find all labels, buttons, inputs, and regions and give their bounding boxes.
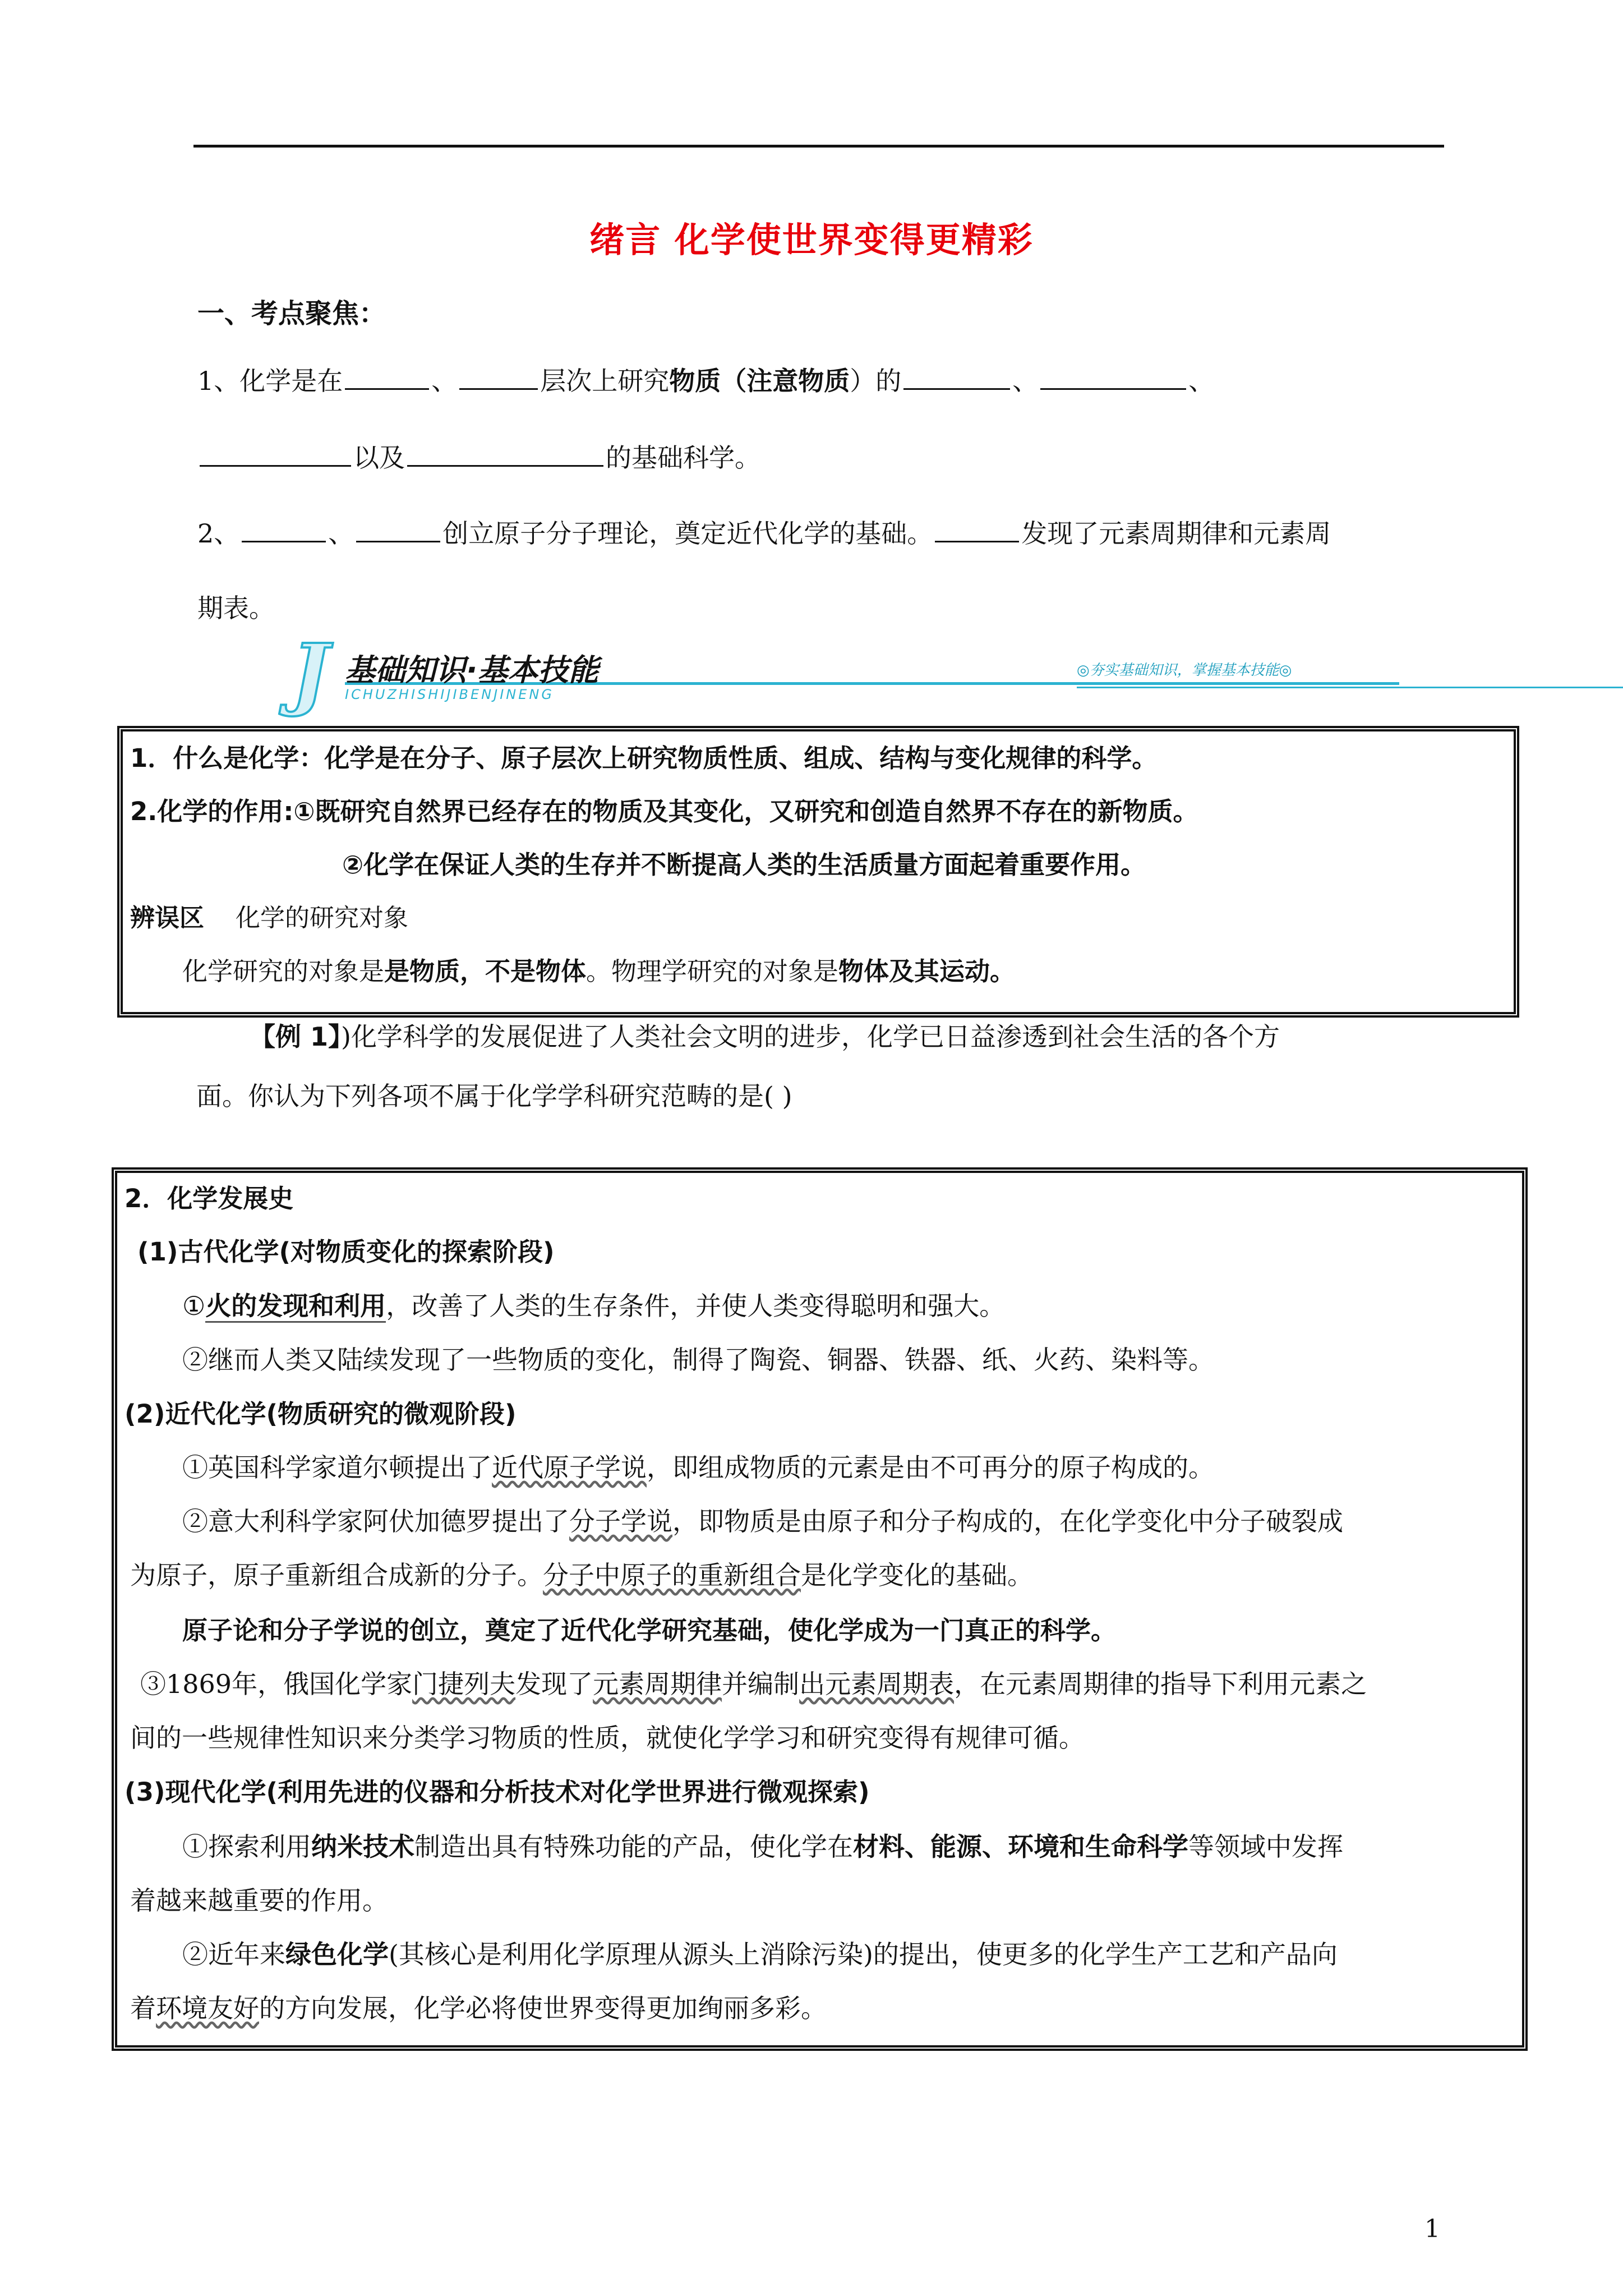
modern-item-2-cont: 为原子，原子重新组合成新的分子。分子中原子的重新组合是化学变化的基础。 <box>130 1560 1033 1590</box>
modern-chemistry-heading: (2)近代化学(物质研究的微观阶段) <box>125 1399 517 1429</box>
banner-logo-letter: J <box>292 627 329 719</box>
box1-line-4: 辨误区 化学的研究对象 <box>130 904 408 932</box>
modern-item-3: ③1869年，俄国化学家门捷列夫发现了元素周期律并编制出元素周期表，在元素周期律的指导下利用元素之 <box>140 1669 1367 1699</box>
modern-item-3-cont: 间的一些规律性知识来分类学习物质的性质，就使化学学习和研究变得有规律可循。 <box>130 1723 1085 1753</box>
blank[interactable] <box>903 388 1010 390</box>
question-1-line-2: 以及 的基础科学。 <box>197 438 760 475</box>
blank[interactable] <box>356 540 440 542</box>
box1-line-2: 2.化学的作用:①既研究自然界已经存在的物质及其变化，又研究和创造自然界不存在的新物质。 <box>130 797 1198 826</box>
ancient-item-1: ①火的发现和利用，改善了人类的生存条件，并使人类变得聪明和强大。 <box>182 1286 1005 1323</box>
blank[interactable] <box>345 388 429 390</box>
modern-item-2: ②意大利科学家阿伏加德罗提出了分子学说，即物质是由原子和分子构成的，在化学变化中分子破裂成 <box>182 1506 1343 1536</box>
banner-pinyin: ICHUZHISHIJIBENJINENG <box>345 687 554 702</box>
ancient-chemistry-heading: (1)古代化学(对物质变化的探索阶段) <box>137 1237 555 1267</box>
contemporary-item-2-cont: 着环境友好的方向发展，化学必将使世界变得更加绚丽多彩。 <box>130 1993 827 2023</box>
question-1-line-1: 1、化学是在 、 层次上研究物质（注意物质）的 、 、 <box>197 366 1215 396</box>
contemporary-chemistry-heading: (3)现代化学(利用先进的仪器和分析技术对化学世界进行微观探索) <box>125 1777 870 1807</box>
blank[interactable] <box>1040 388 1186 390</box>
section-heading: 一、考点聚焦： <box>197 298 386 329</box>
blank[interactable] <box>242 540 326 542</box>
box1-line-3: ②化学在保证人类的生存并不断提高人类的生活质量方面起着重要作用。 <box>342 850 1146 880</box>
banner-rule-secondary <box>1077 687 1623 688</box>
banner-title: 基础知识·基本技能 <box>345 652 599 688</box>
contemporary-item-2: ②近年来绿色化学(其核心是利用化学原理从源头上消除污染)的提出，使更多的化学生产工艺和产品向 <box>182 1939 1338 1970</box>
header-rule <box>193 145 1444 148</box>
banner-slogan: ◎夯实基础知识，掌握基本技能◎ <box>1077 662 1292 679</box>
history-title: 2．化学发展史 <box>125 1184 294 1213</box>
blank[interactable] <box>200 464 351 467</box>
page-number: 1 <box>1424 2215 1440 2243</box>
modern-item-1: ①英国科学家道尔顿提出了近代原子学说，即组成物质的元素是由不可再分的原子构成的。 <box>182 1452 1214 1483</box>
question-2-line-2: 期表。 <box>197 593 275 623</box>
blank[interactable] <box>407 464 603 467</box>
contemporary-item-1-cont: 着越来越重要的作用。 <box>130 1885 388 1916</box>
blank[interactable] <box>935 540 1019 542</box>
contemporary-item-1: ①探索利用纳米技术制造出具有特殊功能的产品，使化学在材料、能源、环境和生命科学等领域中发挥 <box>182 1832 1343 1862</box>
page-title: 绪言 化学使世界变得更精彩 <box>589 219 1034 260</box>
box1-line-5: 化学研究的对象是是物质，不是物体。物理学研究的对象是物体及其运动。 <box>182 956 1016 986</box>
ancient-item-2: ②继而人类又陆续发现了一些物质的变化，制得了陶瓷、铜器、铁器、纸、火药、染料等。 <box>182 1345 1214 1375</box>
example-1-line-1: 【例 1】)化学科学的发展促进了人类社会文明的进步，化学已日益渗透到社会生活的各个方 <box>250 1022 1280 1052</box>
example-1-line-2: 面。你认为下列各项不属于化学学科研究范畴的是( ) <box>196 1081 792 1111</box>
section-banner <box>292 627 1402 719</box>
box1-line-1: 1．什么是化学：化学是在分子、原子层次上研究物质性质、组成、结构与变化规律的科学。 <box>130 743 1158 773</box>
atomic-theory-statement: 原子论和分子学说的创立，奠定了近代化学研究基础，使化学成为一门真正的科学。 <box>182 1616 1117 1645</box>
blank[interactable] <box>459 388 538 390</box>
question-2-line-1: 2、 、 创立原子分子理论，奠定近代化学的基础。 发现了元素周期律和元素周 <box>197 518 1331 549</box>
